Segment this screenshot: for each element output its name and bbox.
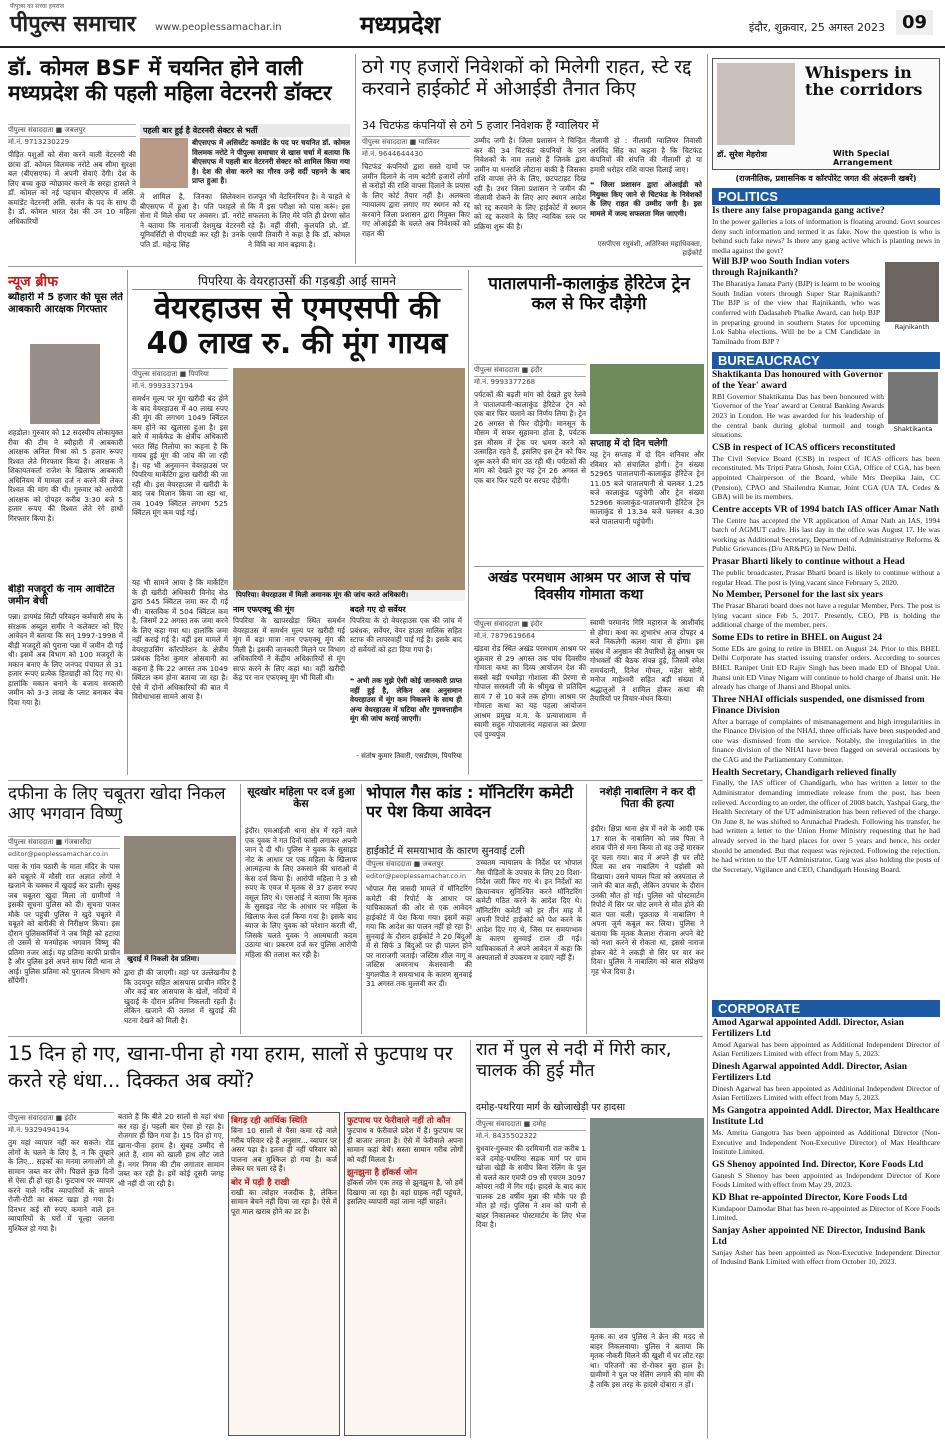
brief-headline: ब्यौहारी में 5 हजार की घूस लेते आबकारी आरक्षक गिरफ्तार: [8, 292, 123, 315]
article-train-headline: [474, 274, 704, 332]
corporate-body: Ms. Amrita Gangotra has been appointed as Additional Director (Non-Executive and Independent Non-Executive Director) of Max Healthcare Institute Limited.: [712, 1127, 940, 1157]
story-headline: Prasar Bharti likely to continue without a Head: [712, 557, 905, 567]
article-body: नीलामी हो : नीलामी ग्वालियर निवासी अरविंद सिंह का कहना है कि चिटफंड कंपनियों की संपत्ति की नीलामी हो या हमारी धरोहर राशि वापस दिलाई जाए।: [590, 136, 702, 174]
box-body: राखी का त्योहार नजदीक है, लेकिन सामान बेचने नहीं दिया जा रहा है। ऐसे में पूरा माल खराब होने का डर है।: [231, 1187, 337, 1216]
kicker: पिपरिया के वेयरहाउसों की गड़बड़ी आई सामने: [132, 272, 462, 290]
row-rule: [8, 1036, 703, 1037]
section-title: मध्यप्रदेश: [360, 10, 441, 39]
article-body: पिपरिया के दो वेयरहाउस एक की जांच में प्रबंधक, सर्वेयर, वेयर हाउस मालिक सहित स्टाफ की लापरवाही पाई गई है। इसके बाद दो सर्वेयरों को हटा दिया गया है।: [350, 616, 462, 654]
whispers-tagline: (राजनीतिक, प्रशासनिक व कॉरपोरेट जगत की अंदरूनी खबरें): [735, 174, 917, 183]
story-body: The Prasar Bharati board does not have a regular Member, Pers. The post is lying vacant since Feb 5, 2017. Presently, CEO, PB is holding the additional charge of the member, pers.: [712, 601, 940, 630]
article-body: पर्यटकों की बढ़ती मांग को देखते हुए रेलवे ने पातालपानी-कालाकुंड हेरिटेज ट्रेन को एक बार फिर चलाने का निर्णय लिया है। ट्रेन 26 अगस्त से फिर दौड़ेगी। मानसून के मौसम में सफर सुहावना होता है, पर्यटक इस मौसम में ट्रेक पर भ्रमण करने को उत्साहित रहते हैं, इसलिए इस ट्रेन को फिर शुरू करने की मांग उठ रही थी। पर्यटकों की मांग को देखते हुए यह ट्रेन 26 अगस्त से एक बार फिर पटरी पर सरपट दौड़ेगी।: [474, 390, 586, 485]
quote-text: जिला प्रशासन द्वारा ओआईडी को नियुक्त किए जाने से चिटफंड के निवेशकों के लिए राहत की उम्मीद जगी है। इस मामले में जल्द सफलता मिल जाएगी।: [590, 180, 702, 218]
column-rule: [355, 54, 356, 264]
article-body: पास के गांव पठारी के माता मंदिर के पास बने चबूतरे में मौसी रात अज्ञात लोगों ने खजाने के चक्कर में खुदाई कर डाली। सुबह जब चबूतरा खुदा मिला तो ग्रामीणों ने इसकी सूचना पुलिस को दी। सूचना पाकर मौके पर पहुंची पुलिस ने खुदे चबूतरे में चबूतरे को बारीकी से निरीक्षण किया। इस दौरान पुलिसकर्मियों ने जब मिट्टी को हटाया तो उसमें से मनमोहक भगवान विष्णु की प्रतिमा नजर आई। यह प्रतिमा काफी प्राचीन है और पुलिस इसे अपने साथ सिटी थाना ले आई। पुलिस प्रतिमा को पुरातत्व विभाग को सौंपेगी।: [8, 862, 120, 985]
story-body: The Centre has accepted the VR application of Amar Nath an IAS, 1994 batch of AGMUT cadre. His last day in the office was August 17. He was working as Additional Secretary, Department of Administrative Reforms & Public Grievances (D/o AR&PG) in New Delhi.: [712, 515, 940, 554]
byline: पीपुल्स संवाददाता ■ जबलपुर: [366, 858, 472, 871]
corporate-headline: Amod Agarwal appointed Addl. Director, Asian Fertilizers Ltd: [712, 1018, 904, 1039]
story-body: The public broadcaster, Prasar Bharti board is likely to continue without a regular Head. The post is lying vacant since February 5, 2020.: [712, 567, 940, 587]
photo-caption: Shaktikanta: [893, 425, 933, 433]
whispers-logo: Whispers in the corridors: [805, 65, 923, 99]
newspaper-logo: पीपुल्स समाचार: [10, 11, 136, 37]
byline: पीपुल्स संवाददाता ■ ग्वालियर: [362, 136, 470, 149]
quote-text: अभी तक मुझे ऐसी कोई जानकारी प्राप्त नहीं हुई है, लेकिन अब अनुसमान वेयरहाउस में मूंग कम निकलने के साथ ही अन्य वेयरहाउस में घटिया और गुणवत्ताहीन मूंग की जांच कराई जाएगी।: [350, 676, 462, 723]
corporate-headline: KD Bhat re-appointed Director, Kore Foods Ltd: [712, 1192, 908, 1203]
article-body: खंडवा रोड स्थित अखंड परमधाम आश्रम पर शुक्रवार से 29 अगस्त तक पांच दिवसीय गोमाता कथा का दिव्य आयोजन देश की सबसे बड़ी पथमेड़ा गोशाला की प्रेरणा से गोपाल सरस्वती जी के श्रीमुख से प्रतिदिन सायं 7 से 10 बजे तक होगा। आश्रम पर गोमाता कथा का यह पहला आयोजन आश्रम प्रमुख म.म. के प्रत्याशाधाम में स्वामी सद्गुरु गोपालानंद महाराज का प्रेरणा एवं पुण्यपुंज: [474, 644, 586, 739]
story-headline: No Member, Personel for the last six years: [712, 590, 883, 601]
headline: अखंड परमधाम आश्रम पर आज से पांच दिवसीय गोमाता कथा: [487, 570, 691, 603]
corporate-body: Amod Agarwal has been appointed as Additional Independent Director of Asian Fertilizers Limited with effect from May 5, 2023.: [712, 1039, 940, 1059]
quote-icon: ❝: [350, 676, 357, 685]
column-rule: [127, 270, 128, 775]
column-rule: [240, 784, 241, 1034]
quote-attribution: - संतोष कुमार तिवारी, एसडीएम, पिपरिया: [356, 752, 462, 760]
kicker: पहली बार हुई है वेटरनरी सेक्टर से भर्ती: [140, 124, 350, 137]
article-body: मृतक का शव पुलिस ने क्रेन की मदद से बाहर निकलवाया। पुलिस ने बताया कि मृतक नौकरी मिलने की खुशी में घर लौट रहा था। परिजनों का रो-रोकर बुरा हाल है। ग्रामीणों ने पुल पर रेलिंग लगाने की मांग की है ताकि इस तरह के हादसे दोबारा न हों।: [590, 1332, 704, 1389]
photo-caption: Rajnikanth: [894, 323, 930, 331]
sidebar-box: [344, 1112, 466, 1436]
special-arrangement: With Special Arrangement: [833, 149, 893, 167]
byline: पीपुल्स संवाददाता ■ जबलपुर: [8, 124, 136, 137]
article-loanshark-headline: [245, 786, 357, 824]
mobile-number: मो.नं. 7879619664: [474, 632, 536, 640]
train-photo: [590, 364, 704, 434]
headline: दफीना के लिए चबूतरा खोदा निकल आए भगवान विष्णु: [8, 784, 226, 825]
brief-photo: [30, 344, 100, 424]
article-body: चिटफंड कंपनियों द्वारा सस्ते दामों पर जमीन दिलाने के नाम बटोरी हजारों लोगों से करोड़ों की राशि वापस दिलाने के प्रयास के लिए कोर्ट तैयार नहीं है। अलबत्ता न्यायालय द्वारा लगाए गए स्थगन को रद्द करवाने जिला प्रशासन द्वारा नियुक्त किए गए ओआईडी के चलते अब निवेशकों को राहत की: [362, 162, 470, 238]
masthead: [0, 0, 945, 48]
box-body: बिना 10 सालों से पैसा कमा रहे वाले गरीब परिवार रहे हैं अनुसार... व्यापार पर असर पड़ा है। इतना ही नहीं परिवार को पालना अब मुश्किल हो गया है। कर्ज लेकर घर चला रहे हैं।: [231, 1126, 337, 1173]
corporate-headline: Dinesh Agarwal appointed Addl. Director, Asian Fertilizers Ltd: [712, 1062, 908, 1083]
mobile-number: मो.नं. 8435502322: [476, 1132, 538, 1140]
quote-icon: ❝: [590, 180, 601, 189]
box-body: फुटपाथ व फेरीवाले प्रदेश में हैं। फुटपाथ पर ही बाजार लगता है। ऐसे में फेरीवाले अपना सामान कहां बेचें। सस्ता सामान गरीब लोगों को यहीं मिलता है।: [347, 1126, 463, 1164]
section-corporate: CORPORATE: [712, 1000, 940, 1017]
column-rule: [586, 784, 587, 1034]
story-headline: Shaktikanta Das honoured with Governor of the Year' award: [712, 370, 883, 391]
article-body: इंदौर। क्षिप्रा थाना क्षेत्र में नशे के आदी एक 17 साल के नाबालिग को जब पिता ने शराब पीने से मना किया तो वह उन्हें मारकर दूर चला गया। बाद में अपने ही घर लौटे पिता का शव नाबालिग ने पड़ोसी को दिखाया। उसने घायल पिता को अस्पताल ले जाने की बात कही, लेकिन उपचार के दौरान उनकी मौत हो गई। पुलिस को पोस्टमार्टम रिपोर्ट में सिर पर चोट लगने से मौत होने की बात पता चली। पूछताछ में नाबालिग ने अपना जुर्म कबूल कर लिया। पुलिस ने बताया कि मृतक कैलाश रोजाना अपने बेटे को नशा करने से रोकता था, इससे नाराज होकर बेटे ने लकड़ी से सिर पर वार कर दिया। पुलिस ने नाबालिग को बाल संप्रेक्षण गृह भेज दिया है।: [591, 824, 704, 976]
story-headline: Some EDs to retire in BHEL on August 24: [712, 632, 883, 643]
whispers-masthead: [712, 58, 940, 170]
subhead: सप्ताह में दो दिन चलेगी: [590, 439, 668, 449]
headline: ठगे गए हजारों निवेशकों को मिलेगी राहत, स्टे रद्द करवाने हाईकोर्ट में ओआईडी तैनात किए: [362, 56, 692, 101]
email[interactable]: editor@peoplessamachar.co.in: [366, 872, 466, 880]
story-headline: Three NHAI officials suspended, one dismissed from Finance Division: [712, 694, 925, 716]
headline: भोपाल गैस कांड : मॉनिटरिंग कमेटी पर पेश किया आवेदन: [366, 784, 574, 821]
headline: सूदखोर महिला पर दर्ज हुआ केस: [247, 786, 355, 811]
portrait-photo: [140, 138, 188, 188]
website-url[interactable]: www.peoplessamachar.in: [155, 22, 282, 33]
article-body: बताते हैं कि बीते 20 सालों से यहां धंधा कर रहा हूं। पहली बार ऐसा हो रहा है। रोजगार ही छिन गया है। 15 दिन हो गए, खाना-पीना हराम है। सुबह उम्मीद से आते हैं, शाम को खाली हाथ लौट जाते हैं। नगर निगम की टीम लगातार सामान जब्त कर रही है। हमें कोई दूसरी जगह भी नहीं दी जा रही है।: [118, 1112, 224, 1188]
corporate-body: Ganesh S Shenoy has been appointed as Independent Director of Kore Foods Limited with effect from May 29, 2023.: [712, 1170, 940, 1190]
headline: 15 दिन हो गए, खाना-पीना हो गया हराम, सालों से फुटपाथ पर करते रहे धंधा... दिक्कत अब क्यों?: [8, 1042, 453, 1093]
corporate-body: Kundapoor Damodar Bhat has been re-appointed as Director of Kore Foods Limited.: [712, 1203, 940, 1223]
article-footpath-headline: [8, 1040, 468, 1108]
mobile-number: मो.नं. 9993377268: [474, 378, 536, 386]
byline: पीपुल्स संवाददाता ■ दमोह: [476, 1118, 586, 1131]
brief-body: शहडोल। गुरुवार को 12 सदस्यीय लोकायुक्त रीवा की टीम ने ब्यौहारी में आबकारी आरक्षक अनिल मिश्रा को 5 हजार रूपए रिश्वत लेते गिरफ्तार किया है। आरक्षक ने शिकायतकर्ता राजेश के खिलाफ आबकारी अधिनियम में मामला दर्ज न करने की लेकर रिश्वत की मांग की थी। गुरुवार को आरोपी आरक्षक को दोपहर करीब 3:30 बजे 5 हजार रूपए की रिश्वत लेते रंगे हाथों गिरफ्तार किया है।: [8, 428, 123, 523]
brief-headline: बीड़ी मजदूरों के नाम आवंटित जमीन बेची: [8, 584, 115, 607]
story-body: Some EDs are going to retire in BHEL on August 24. Prior to this BHEL Delhi Corporate has started issuing transfer orders. According to sources BHEL Ranipet Unit ED Rajiv Singh has been made ED of Bhopal Unit. Jhansi unit ED Vinay Nigam will continue to hold charge of Jhansi unit. He already has charge of Jhansi and Bhopal units.: [712, 643, 940, 692]
headline: नशेड़ी नाबालिग ने कर दी पिता की हत्या: [599, 786, 696, 811]
logo-tagline: पीपुल्स का सच्चा हमराज: [10, 3, 65, 10]
headline: डॉ. कोमल BSF में चयनित होने वाली मध्यप्रदेश की पहली महिला वेटरनरी डॉक्टर: [8, 56, 332, 105]
subheadline: दमोह-पथरिया मार्ग के खोजाखेड़ी पर हादसा: [476, 1102, 626, 1113]
subheadline: 34 चिटफंड कंपनियों से ठगे 5 हजार निवेशक हैं ग्वालियर में: [362, 119, 599, 132]
story-body: In the power galleries a lots of information is floating around. Govt sources deny such information and termed it as fake. Now the question is who is behind such fake news? Is there any gang active which is planting news in media against the govt?: [712, 216, 940, 255]
subhead: बदले गए दो सर्वेयर: [350, 605, 406, 614]
corporate-list: [712, 1018, 940, 1438]
byline: पीपुल्स संवाददाता ■ गंजबासौदा: [8, 836, 120, 849]
headline: पातालपानी-कालाकुंड हेरिटेज ट्रेन कल से फिर दौड़ेगी: [488, 274, 690, 315]
news-brief-label: न्यूज ब्रीफ: [8, 274, 58, 290]
article-body: द्वारा ही की जाएगी। वहां पर उल्लेखनीय है कि उदयपुर सहित आसपास प्राचीन मंदिर हैं और कई बार आसपास के खेतों, नदियों में खुदाई के दौरान प्रतिमा निकलती रहती हैं। लेकिन खजाने की तलाश में खुदाई की घटना देखने को मिली है।: [124, 968, 236, 1025]
car-accident-photo: [590, 1118, 704, 1328]
article-body: समर्थन मूल्य पर मूंग खरीदी बंद होने के बाद वेयरहाउस में 40 लाख रुपए की मूंग की लगभग 1049 क्विंटल कम होने का खुलासा हुआ है। इस बारे में मार्कफेड के क्षेत्रीय अधिकारी भरत सिंह निलोया का कहना है कि गायब हुई मूंग की जांच की जा रही है। यह भी अनुमानन वेयरहाउस पर पिपरिया मार्केटिंग द्वारा खरीदी की जा रही थी। इस वेयरहाउस में खरीदी के बाद जब मिलान किया जा रहा था, तब 1049 क्विंटल लगभग 525 क्विंटल मूंग कम पाई गई।: [132, 394, 228, 517]
pull-quote: [590, 180, 702, 238]
story-body: After a barrage of complaints of mismanagement and high irregularities in the Finance Division of the NHAI, three officials have been suspended and one was dismissed from the service. Notably, the irregularities in the finance division of the NHAI have been flagged on several occasions by the CAG and the Parliamentary Committee.: [712, 716, 940, 764]
article-gas-headline: [366, 784, 582, 842]
mobile-number: मो.नं. 9644644430: [362, 150, 424, 158]
warehouse-photo: [233, 368, 465, 590]
article-body: राजपूत भी वेटरिनरियन है। वे चाहते थे कि मैं इस परीक्षा को पास करूं। इस सफलता के लिए मेरे पति ही प्रेरणा स्रोत रहे हैं। वहीं वीसी, कुलपति प्रो. डॉ. एसपी तिवारी ने कहा है कि डॉ. कोमल ने विवि का मान बढ़ाया है।: [248, 192, 350, 249]
article-car-headline: [476, 1040, 704, 1098]
column-rule: [707, 54, 708, 1439]
subhead: फुटपाथ पर फेरीवाले नहीं तो कौन: [347, 1116, 451, 1126]
box-body: हॉकर्स जोन एक तरह से झुनझुना है, जो हमें दिखाया जा रहा है। वहां ग्राहक नहीं पहुंचते, इसलिए व्यापारी वहां जाना नहीं चाहते।: [347, 1178, 463, 1206]
page-number: 09: [896, 10, 933, 35]
byline: पीपुल्स संवाददाता ■ पिपरिया: [132, 368, 228, 381]
brief-body: पन्ना। डायमंड सिटी परिवहन कर्मचारी संघ के संरक्षक अब्दुल समीर ने कलेक्टर को दिए आवेदन में बताया कि सन् 1997-1998 में बीड़ी मजदूरों को पुराना पन्ना में जमीन दी गई थी। इसमें अब विभाग को 100 मजदूरों के मकान बनाए के लिए जनपद पंचायत से 31 हजार रूपए प्रत्येक हितग्राही को दिए गए थे। हालांकि मकान बनाने के बजाय सरकारी जमीन को 3-3 लाख के प्लाट बनाकर बेच दिया गया है।: [8, 612, 123, 707]
columnist-name: डॉ. सुरेश मेहरोत्रा: [717, 150, 767, 159]
quote-attribution: एसपीएस रघुवंशी, अतिरिक्त महाधिवक्ता, हाईकोर्ट: [597, 240, 702, 257]
corporate-headline: Sanjay Asher appointed NE Director, Indusind Bank Ltd: [712, 1225, 926, 1247]
story-body: RBI Governor Shaktikanta Das has been honoured with 'Governor of the Year' award at Central Banking Awards 2023 in London. He was awarded for his leadership of the central bank during global turmoil and tough situations.: [712, 391, 884, 440]
story-headline: CSB in respect of ICAS officers reconstituted: [712, 442, 896, 453]
column-rule: [468, 270, 469, 775]
article-gomata-headline: [474, 570, 704, 616]
article-body: उम्मीद जगी है। जिला प्रशासन ने चिन्हित कर की 34 चिटफंड कंपनियों के उन निवेशकों के नाम तलाशे हैं जिनके द्वारा जमीन या धनराशि लौटाना बाकी है जिसका राशि वापस लेने के लिए, छटपटाहट दिख रही है। उधर जिला प्रशासन ने जमीन की नीलामी रोकने के लिए आए स्थगन आदेश को रद्द करवाने के लिए हाईकोर्ट में स्थगन को रद्द करवाने के लिए न्यायिक स्तर पर प्रक्रिया शुरू की है।: [474, 136, 586, 231]
section-bureaucracy: BUREAUCRACY: [712, 352, 940, 369]
article-body: स्वामी परमानंद गिरि महाराज के आशीर्वाद से होगा। कथा का शुभारंभ आज दोपहर 4 बजे निकलेगी कलश यात्रा से होगा। इस संबंध में अनुष्ठान की तैयारियों हेतु आश्रम पर गोभक्तों की बैठक संपन्न हुई, जिसमें रमेश रामचंदानी, दिनेश गोयल, महेश सोनी, मनोज माहेश्वरी सहित बड़ी संख्या में श्रद्धालुओं ने शामिल होकर कथा की तैयारियों पर विचार-मंथन किया।: [590, 618, 704, 703]
section-politics: POLITICS: [712, 188, 940, 205]
story-headline: Centre accepts VR of 1994 batch IAS officer Amar Nath: [712, 504, 940, 515]
subheadline: हाईकोर्ट में समयाभाव के कारण सुनवाई टली: [366, 846, 525, 857]
article-body: बुधवार-गुरुवार की दरमियानी रात करीब 1 बजे दमोह-पथरिया सड़क मार्ग पर ग्राम खोजा खेड़ी के समीप बिना रेलिंग के पुल से चलते कार एमपी 09 सी एचएम 3097 कोपरा नदी में गिर गई। हादसे के बाद कार चालक 28 वर्षीय मुन्ना की मौके पर ही मौत हो गई। पुलिस ने शव को पानी से बाहर निकालकर पोस्टमार्टम के लिए भेज दिया है।: [476, 1144, 586, 1229]
article-body: यह ट्रेन सप्ताह में दो दिन शनिवार और रविवार को संचालित होगी। ट्रेन संख्या 52965 पातालपानी-कालाकुंड हेरिटेज ट्रेन 11.05 बजे पातालपानी से चलकर 1.25 बजे कालाकुंड पहुंचेगी और ट्रेन संख्या 52966 कालाकुंड-पातालपानी हेरिटेज ट्रेन कालाकुंड से 13.34 बजे चलकर 4.30 बजे पातालपानी पहुंचेगी।: [590, 450, 704, 526]
email[interactable]: editor@peoplessamachar.co.in: [8, 850, 108, 858]
byline: पीपुल्स संवाददाता ■ इंदौर: [474, 618, 586, 631]
vishnu-statue-photo: [124, 836, 236, 954]
article-body: में शामिल है, जिनका सिलेक्शन बीएसएफ में हुआ है। पति पशहले से सेना में मिले सेवा पर अवसर। डॉ. नरोटे ने बताया कि नानाजी देशमुख वेटरनरी यूनिवर्सिटी से पीएचडी कर रही है। उनके पति डॉ. महेन्द्र सिंह: [140, 192, 245, 249]
row-rule: [474, 566, 704, 567]
row-rule: [8, 266, 703, 267]
byline: पीपुल्स संवाददाता ■ इंदौर: [474, 364, 586, 377]
story-body: Finally, the IAS officer of Chandigarh, who has written a letter to the Administrator demanding immediate release from the post, has been relieved. According to an order, the officer of 2008 batch, Yashpal Garg, the Health Secretary of the UT administration has been relieved of the charge. On June 8, he was shifted to Arunachal Pradesh. Following his transfer, he had written a letter to the Union Home Ministry requesting that he had already served in the hard places for over 5 years and hence, his order should be amended. But that request was rejected. Following the rejection, he had written to the UT Administrator, Garg was also holding the posts of the Secretary, Vigilance and CEO, Chandigarh Housing Board.: [712, 778, 940, 874]
story-body: The Civil Service Board (CSB) in respect of ICAS officers has been reconstituted. Ms Tripti Patra Ghosh, Joint CGA, Office of CGA, has been appointed Chairperson of the Board, while Mrs Deepika Jain, CC (Pension), CPAO and Shailendra Kumar, Joint CGA (UA TA, Cedes & GBA) will be its members.: [712, 453, 940, 502]
photo-caption: पिपरिया। वेयरहाउस में मिली अमानक मूंग की जांच करते अधिकारी।: [233, 590, 465, 601]
subhead: बिगड़ रही आर्थिक स्थिति: [231, 1116, 308, 1126]
article-intro: बीएसएफ में असिस्टेंट कमांडेंट के पद पर चयनित डॉ. कोमल विलमक नरोटे ने पीपुल्स समाचार से खास चर्चा में बताया कि बीएसएफ में पहली बार वेटरनरी सेक्टर को शामिल किया गया है। देश की सेवा करने का गौरव उन्हें वर्दी पहनने के बाद प्राप्त हुआ है।: [192, 138, 350, 185]
column-rule: [361, 784, 362, 1034]
article-body: तुम यहां व्यापार नहीं कर सकते। रोड लोगों के चलने के लिए है, न कि तुम्हारे के लिए... सड़कों का मनमा लगाओगे तो सामान जब्त कर लेंगे। पिछले कुछ दिनों से ऐसा ही हो रहा है। फुटपाथ पर व्यापार करने वाले गरीब व्यापारियों के सामने रोजी-रोटी का संकट खड़ा हो गया है। दिनभर कई सौ रुपए कमाने वाले इन व्यापारियों के घरों में चूल्हा जलना मुश्किल हो गया है।: [8, 1138, 114, 1233]
columnist-photo: [717, 63, 795, 145]
corporate-body: Dinesh Agarwal has been appointed as Additional Independent Director of Asian Fertilizers Limited with effect from May 5, 2023.: [712, 1083, 940, 1103]
article-body: पीड़ित पशुओं को सेवा करने वाली वेटरनरी की छात्रा डॉ. कोमल विलमक नरोटे अब सीमा सुरक्षा बल (बीएसएफ) में अपनी सेवाएं देंगी। देश के लिए बच्च कुछ न्योछावर करने के सरहा हासले ने डॉ. कोमल को नई पहचान बीएसएफ में असि. कमांडेंट वेटरनरी असि. सर्जन के पद के साथ दी है। डॉ. कोमल भारत देश की उन 10 महिला अधिकारियों: [8, 150, 136, 226]
photo-caption: खुदाई में निकली देव प्रतिमा।: [124, 954, 236, 965]
subhead: झुनझुना है हॉकर्स जोन: [347, 1168, 418, 1178]
corporate-headline: Ms Gangotra appointed Addl. Director, Max Healthcare Institute Ltd: [712, 1106, 940, 1127]
column-rule: [470, 1040, 471, 1438]
corporate-headline: GS Shenoy appointed Ind. Director, Kore Foods Ltd: [712, 1159, 924, 1170]
rajnikanth-photo: [885, 262, 939, 322]
byline: पीपुल्स संवाददाता ■ इंदौर: [8, 1112, 114, 1125]
article-chitfund-headline: [362, 56, 702, 116]
article-vishnu-headline: [8, 784, 238, 834]
subhead: नाम एफएक्यू की मूंग: [233, 605, 295, 614]
dateline: इंदौर, शुक्रवार, 25 अगस्त 2023: [748, 21, 885, 34]
article-murder-headline: [591, 786, 704, 822]
article-body: भोपाल गैस त्रासदी मामले में मॉनिटरिंग कमेटी की रिपोर्ट के आधार पर याचिकाकर्ता की ओर से एक आवेदन हाईकोर्ट में पेश किया गया। इसमें कहा गया कि आदेश का पालन नहीं हो रहा है। सुनवाई के दौरान हाईकोर्ट ने 20 बिंदुओं में से सिर्फ 3 बिंदुओं पर ही पालन होने पर नाराजगी जताई। जस्टिस शील नागू व जस्टिस अमरनाथ केशरवानी की युगलपीठ ने समयाभाव के कारण सुनवाई 31 अगस्त तक मुल्तवी कर दी।: [366, 884, 472, 988]
mobile-number: मो.नं. 9329494194: [8, 1126, 70, 1134]
corporate-body: Sanjay Asher has been appointed as Non-Executive Independent Director of Indusind Bank Limited with effect from October 10, 2023.: [712, 1247, 940, 1267]
article-warehouse-headline: [132, 292, 462, 366]
mobile-number: मो.नं. 9993337194: [132, 382, 194, 390]
sidebar-box: [228, 1112, 340, 1436]
article-body: यह भी सामने आया है कि मार्केटिंग के ही खरीदी अधिकारी विनोद सेठ द्वारा 545 क्विंटल जमा कर दी गई थी। वास्तविक में 504 क्विंटल कम है, जिसमें 22 अगस्त तक जमा करने के लिए कहा गया था। हालांकि जमा नहीं कराई गई है। वहीं इस मामले में वेयरहाउसिंग कॉरपोरेशन के क्षेत्रीय प्रबंधक दिनेश कुमार ओसवानी का कहना है कि 22 अगस्त तक 1049 क्विंटल कम होना बताया जा रहा है। ऐसे में दोनों अधिकारियों की बात में विरोधाभास सामने आया है।: [132, 578, 228, 701]
subhead: बोर में पड़ी है राखी: [231, 1177, 290, 1188]
story-headline: Health Secretary, Chandigarh relieved finally: [712, 767, 897, 778]
article-bsf-headline: [8, 56, 348, 118]
headline: रात में पुल से नदी में गिरी कार, चालक की हुई मौत: [476, 1040, 672, 1081]
article-body: इंदौर। एमआईजी थाना क्षेत्र में रहने वाले एक युवक ने गत दिनों फांसी लगाकर अपनी जान दे दी थी। पुलिस ने युवक के सुसाइड नोट के आधार पर एक महिला के खिलाफ आत्महत्या के लिए उकसाने की धाराओं में केस दर्ज किया है। आरोपी महिला ने 3 सौ रुपए के एवज में मृतक से 37 हजार रुपए वसूल लिए थे। एसआई ने बताया कि मृतक के सुसाइड नोट के आधार पर महिला के खिलाफ केस दर्ज किया गया है। इसके बाद ब्याज के लिए युवक को परेशान करती थी, जिसके चलते युवक ने आत्मघाती कदम उठाया था। प्रकरण दर्ज कर पुलिस आरोपी महिला की तलाश कर रही है।: [245, 826, 357, 959]
story-headline: Is there any false propaganda gang active?: [712, 206, 885, 216]
article-body: उच्चतम न्यायालय के निर्देश पर भोपाल गैस पीड़ितों के उपचार के लिए 20 दिशा-निर्देश जारी किए गए थे। इन निर्देशों का क्रियान्वयन सुनिश्चित करने मॉनिटरिंग कमेटी गठित करने के आदेश दिए थे। मॉनिटरिंग कमेटी को हर तीन माह में अपनी रिपोर्ट हाईकोर्ट को पेश करने के आदेश दिए गए थे, जिस पर समयाभाव के कारण सुनवाई टाल दी गई। याचिकाकर्ता ने अपने आवेदन में कहा कि अस्पतालों में उपकरण व दवाएं नहीं हैं।: [476, 858, 582, 962]
headline: वेयरहाउस से एमएसपी की 40 लाख रु. की मूंग गायब: [146, 292, 448, 361]
story-body: The Bharatiya Janata Party (BJP) is learnt to be wooing South Indian voters through Super Star Rajnikanth? The BJP is of the view that Rajnikanth, who was conferred with Dadasaheb Phalke Award, can help BJP in preparing ground in southern States for upcoming Lok Sabha elections. Will he be a CM Candidate in Tamilnadu from BJP ?: [712, 279, 880, 346]
mobile-number: मो.नं. 9713230229: [8, 138, 70, 146]
story-headline: Will BJP woo South Indian voters through Rajnikanth?: [712, 257, 850, 279]
article-body: पिपरिया के खापरखेड़ा स्थित समर्थन वेयरहाउस में समर्थन मूल्य पर खरीदी गई मूंग में बड़ा मात्रा नान एफएक्यू मूंग की मिली है। इसकी जानकारी मिलने पर विभाग अधिकारियों ने केंद्रीय अधिकारियों से मूंग साफ करने के लिए कहा था। वहीं खरीदी केंद्र पर नान एफएक्यू मूंग भी मिली थी।: [233, 616, 345, 682]
row-rule: [8, 780, 703, 781]
pull-quote: [350, 676, 462, 752]
bureaucracy-block: [712, 370, 940, 935]
